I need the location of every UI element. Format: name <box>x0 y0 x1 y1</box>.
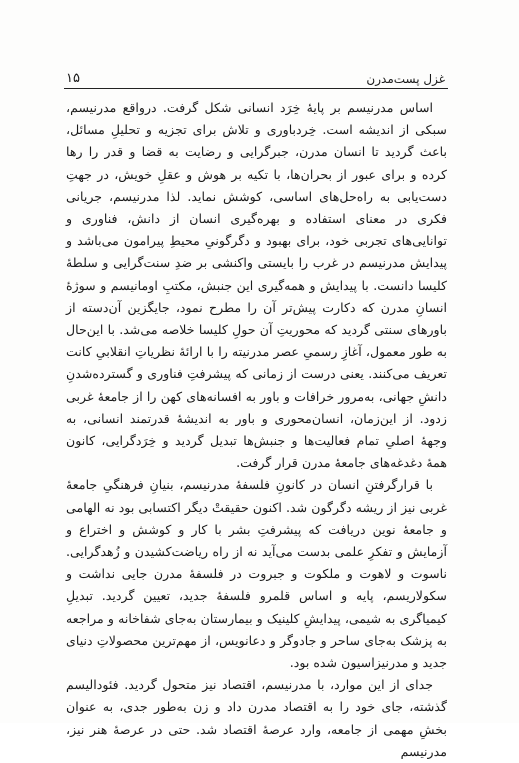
page-number: ۱۵ <box>66 71 80 86</box>
header-rule <box>64 88 448 89</box>
paragraph: با قرارگرفتنِ انسان در کانونِ فلسفهٔ مدرنیسم، بنیانِ فرهنگیِ جامعهٔ غربی نیز از ریشه دگرگون شد. اکنون حقیقتْ دیگر اکتسابی بود نه الهامی و جامعهٔ نوین دریافت که پیشرفتِ بشر با کار و کوشش و اختراع و آزمایش و تفکرِ علمی بدست می‌آید نه از راه ریاضت‌کشیدن و زُهدگرایی. ناسوت و لاهوت و ملکوت و جبروت در فلسفهٔ مدرن جایی نداشت و سکولاریسم، پایه و اساس قلمرو فلسفهٔ جدید، تعیین گردید. تبدیلِ کیمیاگری به شیمی، پیدایشِ کلینیک و بیمارستان به‌جای شفاخانه و مراجعه به پزشک به‌جای ساحر و جادوگر و دعانویس، از مهم‌ترین محصولاتِ دنیای جدید و مدرنیزاسیون شده بود. <box>66 477 447 671</box>
running-title: غزل پست‌مدرن <box>366 72 445 86</box>
paragraph: اساس مدرنیسم بر پایهٔ خِرَد انسانی شکل گرفت. درواقع مدرنیسم، سبکی از اندیشه است. خِردباوری و تلاش برای تجزیه و تحلیلِ مسائل، باعث گردید تا انسان مدرن، جبرگرایی و رضایت به قضا و قدر را رها کرده و برای عبور از بحران‌ها، با تکیه بر هوش و عقلِ خویش، در جهتِ دست‌یابی به راه‌حل‌های اساسی، کوشش نماید. لذا مدرنیسم، جریانی فکری در معنای استفاده و بهره‌گیری انسان از دانش، فناوری و توانایی‌های تجربی خود، برای بهبود و دگرگونیِ محیطِ پیرامون می‌باشد و پیدایش مدرنیسم در غرب را بایستی واکنشی بر ضدِ سنت‌گرایی و سلطهٔ کلیسا دانست. با پیدایش و همه‌گیری این جنبش، مکتبِ اومانیسم و سوژهٔ انسانِ مدرن که دکارت پیش‌تر آن را مطرح نمود، جایگزین آن‌دسته از باورهای سنتی گردید که محوریتِ آن حولِ کلیسا خلاصه می‌شد. با این‌حال به طور معمول، آغازِ رسمیِ عصر مدرنیته را با ارائهٔ نظریاتِ انقلابیِ کانت تعریف می‌کنند. یعنی درست از زمانی که پیشرفتِ فناوری و گسترده‌شدنِ دانشِ جهانی، به‌مرور خرافات و باور به افسانه‌های کهن را از جامعهٔ غربی زدود. از این‌زمان، انسان‌محوری و باور به اندیشهٔ قدرتمند انسانی، به وجههٔ اصلیِ تمام فعالیت‌ها و جنبش‌ها تبدیل گردید و خِرَدگرایی، کانون همهٔ دغدغه‌های جامعهٔ مدرن قرار گرفت. <box>66 100 447 471</box>
body-text <box>66 97 447 763</box>
paragraph: جدای از این موارد، با مدرنیسم، اقتصاد نیز متحول گردید. فئودالیسم گذشته، جای خود را به اقتصاد مدرن داد و زن به‌طور جدی، به عنوان بخشِ مهمی از جامعه، وارد عرصهٔ اقتصاد شد. حتی در عرصهٔ هنر نیز، مدرنیسم <box>66 677 447 759</box>
running-header <box>66 66 445 86</box>
